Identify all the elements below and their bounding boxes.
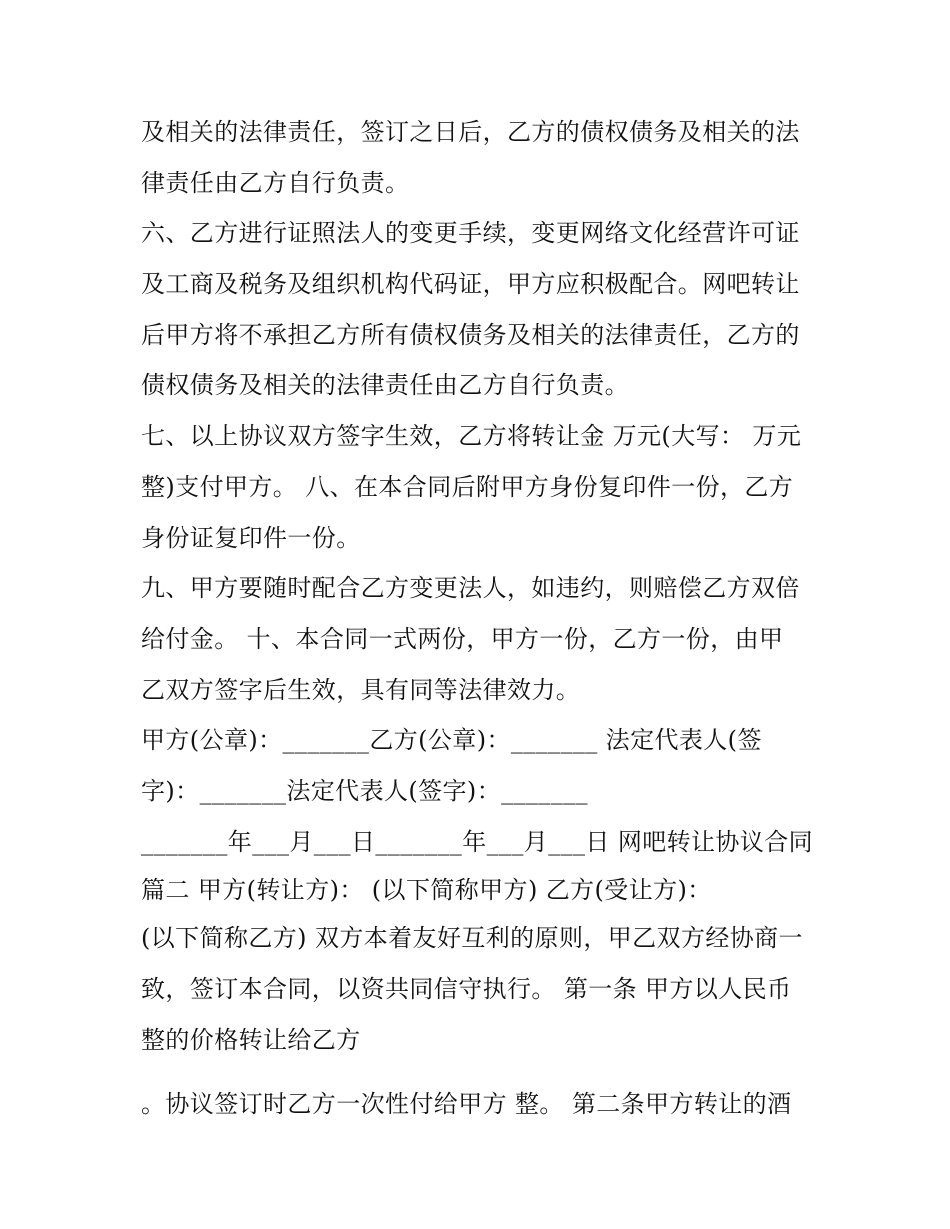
text-line: 身份证复印件一份。 — [141, 523, 361, 552]
text-line: 整的价格转让给乙方 — [141, 1025, 361, 1054]
text-line: 六、乙方进行证照法人的变更手续，变更网络文化经营许可证 — [141, 219, 800, 248]
text-line: 乙双方签字后生效，具有同等法律效力。 — [141, 675, 581, 704]
signature-line: 字)：_______法定代表人(签字)：_______ — [141, 776, 588, 805]
date-line: _______年___月___日_______年___月___日 网吧转让协议合同 — [141, 827, 814, 856]
text-line: 债权债务及相关的法律责任由乙方自行负责。 — [141, 371, 629, 400]
text-line: (以下简称乙方) 双方本着友好互利的原则，甲乙双方经协商一 — [141, 924, 803, 953]
text-line: 九、甲方要随时配合乙方变更法人，如违约，则赔偿乙方双倍 — [141, 574, 800, 603]
document-body — [141, 107, 821, 1130]
text-line: 七、以上协议双方签字生效，乙方将转让金 万元(大写： 万元 — [141, 422, 802, 451]
text-line: 及工商及税务及组织机构代码证，甲方应积极配合。网吧转让 — [141, 270, 800, 299]
text-line: 及相关的法律责任，签订之日后，乙方的债权债务及相关的法 — [141, 118, 800, 146]
text-line: 篇二 甲方(转让方)： (以下简称甲方) 乙方(受让方)： — [141, 876, 712, 905]
text-line: 致，签订本合同，以资共同信守执行。 第一条 甲方以人民币 — [141, 975, 792, 1003]
signature-line: 甲方(公章)：_______乙方(公章)：_______ 法定代表人(签 — [141, 726, 762, 755]
text-line: 律责任由乙方自行负责。 — [141, 168, 410, 197]
text-line: 后甲方将不承担乙方所有债权债务及相关的法律责任，乙方的 — [141, 320, 800, 349]
text-line: 。协议签订时乙方一次性付给甲方 整。 第二条甲方转让的酒 — [141, 1090, 792, 1119]
text-line: 给付金。 十、本合同一式两份，甲方一份，乙方一份，由甲 — [141, 624, 784, 653]
text-line: 整)支付甲方。 八、在本合同后附甲方身份复印件一份，乙方 — [141, 472, 794, 501]
